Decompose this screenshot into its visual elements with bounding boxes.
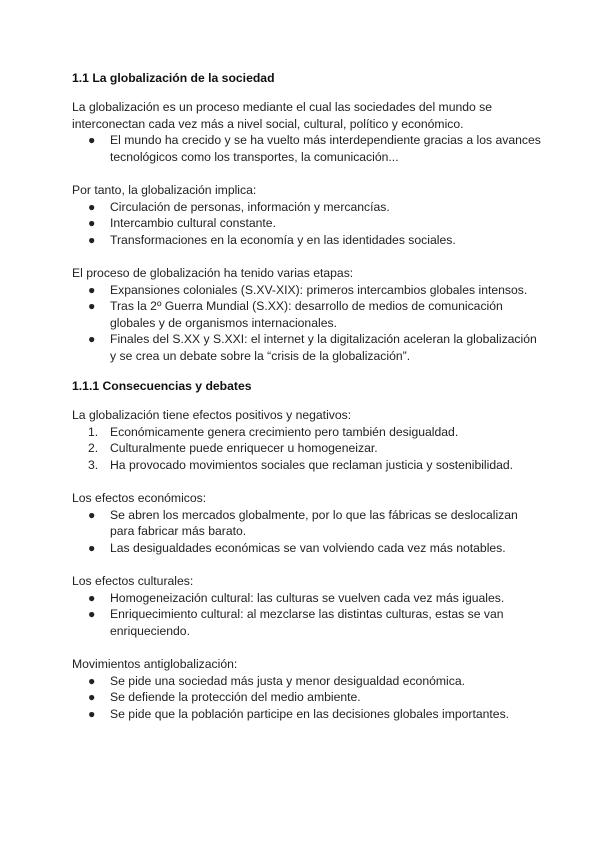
implies-bullet-list [72,199,542,249]
list-item [72,457,542,474]
list-item [72,673,542,690]
list-item [72,282,542,299]
effects-block [72,407,542,473]
bullet-icon: ● [88,673,96,688]
section-title-globalizacion: 1.1 La globalización de la sociedad [72,71,275,85]
list-item-text: Enriquecimiento cultural: al mezclarse las distintas culturas, estas se van enriqueciendo. [110,607,504,638]
list-item-text: Se pide que la población participe en las decisiones globales importantes. [110,706,510,721]
economic-block [72,490,542,556]
bullet-icon: ● [88,690,96,704]
list-item-text: Finales del S.XX y S.XXI: el internet y la digitalización aceleran la globalización y se crea un debate sobre la “crisis de la globalización”. [110,332,537,363]
list-item-text: Ha provocado movimientos sociales que reclaman justicia y sostenibilidad. [110,457,514,472]
list-item-text: Circulación de personas, información y mercancías. [110,199,390,214]
anti-lead: Movimientos antiglobalización: [72,657,238,671]
list-item [72,298,542,331]
anti-bullet-list [72,673,542,723]
list-item [72,689,542,706]
list-item-text: Transformaciones en la economía y en las identidades sociales. [110,232,456,247]
list-number: 3. [88,457,99,472]
bullet-icon: ● [88,706,96,721]
bullet-icon: ● [88,507,96,522]
list-item-text: Homogeneización cultural: las culturas se vuelven cada vez más iguales. [110,590,505,605]
effects-lead: La globalización tiene efectos positivos y negativos: [72,408,352,422]
list-item [72,232,542,249]
list-item-text: Expansiones coloniales (S.XV-XIX): primeros intercambios globales intensos. [110,282,528,297]
list-item-text: Las desigualdades económicas se van volviendo cada vez más notables. [110,540,506,555]
intro-paragraph: La globalización es un proceso mediante el cual las sociedades del mundo se interconectan cada vez más a nivel social, cultural, político y económico. [72,100,493,131]
economic-lead: Los efectos económicos: [72,491,207,505]
anti-block [72,656,542,722]
bullet-icon: ● [88,199,96,214]
list-item [72,424,542,441]
list-number: 1. [88,424,99,439]
cultural-bullet-list [72,590,542,640]
list-item [72,590,542,607]
intro-block [72,99,542,165]
list-item-text: Se pide una sociedad más justa y menor desigualdad económica. [110,673,466,688]
list-item [72,331,542,364]
economic-bullet-list [72,507,542,557]
list-item-text: Se abren los mercados globalmente, por lo que las fábricas se deslocalizan para fabricar más barato. [110,507,518,538]
stages-block [72,265,542,364]
bullet-icon: ● [88,216,96,230]
list-item [72,215,542,232]
cultural-lead: Los efectos culturales: [72,574,194,588]
bullet-icon: ● [88,299,96,313]
bullet-icon: ● [88,540,96,555]
list-item [72,706,542,723]
implies-lead: Por tanto, la globalización implica: [72,183,257,197]
bullet-icon: ● [88,232,96,247]
list-item-text: Se defiende la protección del medio ambiente. [110,690,361,704]
list-item [72,507,542,540]
list-item-text: Tras la 2º Guerra Mundial (S.XX): desarrollo de medios de comunicación globales y de organismos internacionales. [110,299,503,330]
section-title-consecuencias: 1.1.1 Consecuencias y debates [72,379,252,393]
list-item [72,132,542,165]
list-item-text: Intercambio cultural constante. [110,216,276,230]
bullet-icon: ● [88,590,96,605]
stages-bullet-list [72,282,542,365]
list-item [72,540,542,557]
bullet-icon: ● [88,133,96,147]
list-item-text: Culturalmente puede enriquecer u homogeneizar. [110,441,378,455]
list-item [72,440,542,457]
list-item [72,606,542,639]
document-content [72,70,542,739]
stages-lead: El proceso de globalización ha tenido varias etapas: [72,266,354,280]
list-number: 2. [88,441,99,455]
intro-bullet-list [72,132,542,165]
list-item-text: Económicamente genera crecimiento pero también desigualdad. [110,424,459,439]
implies-block [72,182,542,248]
cultural-block [72,573,542,639]
bullet-icon: ● [88,607,96,621]
list-item-text: El mundo ha crecido y se ha vuelto más interdependiente gracias a los avances tecnológicos como los transportes, la comunicación... [110,133,541,164]
bullet-icon: ● [88,332,96,346]
list-item [72,199,542,216]
bullet-icon: ● [88,282,96,297]
effects-numbered-list [72,424,542,474]
